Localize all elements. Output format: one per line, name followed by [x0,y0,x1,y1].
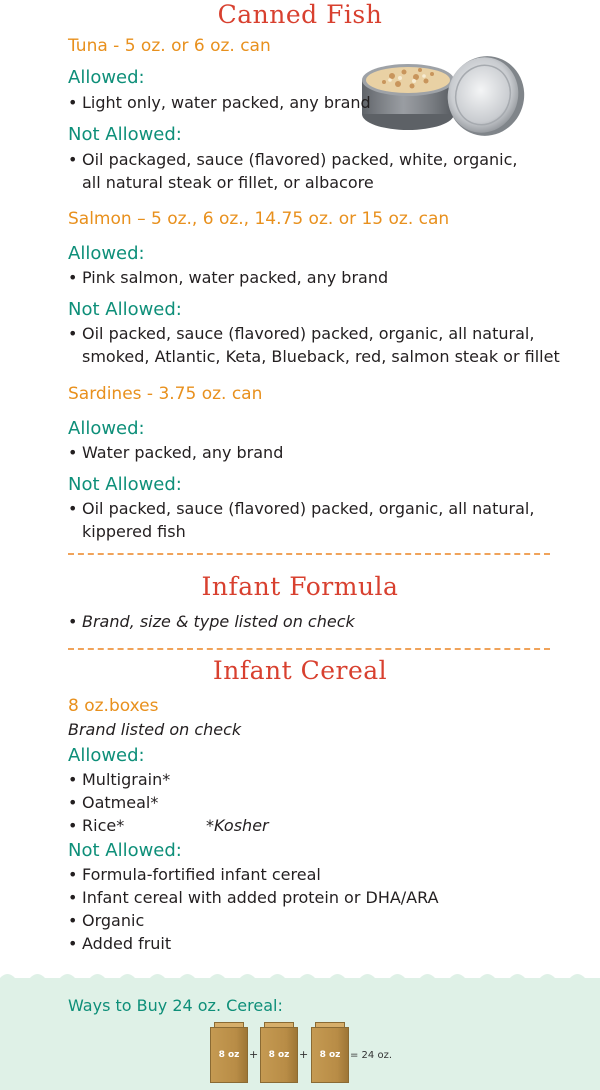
salmon-not-allowed-item [68,324,534,343]
bullet: • [68,324,78,343]
footer-wave-edge [0,970,600,986]
section-divider [68,553,550,555]
sardines-not-allowed-item [68,499,534,518]
salmon-allowed-label: Allowed: [68,243,145,264]
tuna-allowed-label: Allowed: [68,67,145,88]
sardines-not-allowed-text-1: Oil packed, sauce (flavored) packed, organic, all natural, [82,499,535,518]
cereal-allowed-item [68,816,124,835]
salmon-allowed-text: Pink salmon, water packed, any brand [82,268,389,287]
cereal-allowed-text: Oatmeal* [82,793,159,812]
canned-fish-title: Canned Fish [217,0,383,29]
cereal-not-allowed-item [68,865,321,884]
bullet: • [68,911,78,930]
cereal-not-allowed-label: Not Allowed: [68,840,182,861]
sardines-allowed-item [68,443,283,462]
sardines-not-allowed-text-2: kippered fish [82,522,186,541]
tuna-not-allowed-item [68,150,518,169]
salmon-not-allowed-text-2: smoked, Atlantic, Keta, Blueback, red, salmon steak or fillet [82,347,560,366]
bullet: • [68,816,78,835]
bullet: • [68,268,78,287]
cereal-size: 8 oz.boxes [68,696,159,716]
tuna-can-image [356,50,532,140]
cereal-not-allowed-item [68,911,144,930]
cereal-not-allowed-text: Added fruit [82,934,172,953]
equals-total: = 24 oz. [350,1050,393,1061]
infant-formula-text: Brand, size & type listed on check [82,612,355,631]
bullet: • [68,612,78,631]
sardines-allowed-text: Water packed, any brand [82,443,284,462]
cereal-allowed-text: Multigrain* [82,770,171,789]
plus-sign: + [299,1048,309,1061]
sardines-allowed-label: Allowed: [68,418,145,439]
bullet: • [68,865,78,884]
bullet: • [68,499,78,518]
tuna-not-allowed-text-1: Oil packaged, sauce (flavored) packed, white, organic, [82,150,518,169]
cereal-allowed-item [68,793,158,812]
cereal-not-allowed-text: Infant cereal with added protein or DHA/ARA [82,888,439,907]
cereal-brand-note: Brand listed on check [68,720,242,739]
plus-sign: + [249,1048,259,1061]
cereal-not-allowed-item [68,888,439,907]
salmon-heading: Salmon – 5 oz., 6 oz., 14.75 oz. or 15 oz. can [68,209,450,229]
bullet: • [68,793,78,812]
kosher-note: *Kosher [206,816,269,835]
cereal-box-label: 8 oz [319,1050,341,1060]
tuna-heading: Tuna - 5 oz. or 6 oz. can [68,36,271,56]
section-divider [68,648,550,650]
bullet: • [68,93,78,112]
infant-formula-title: Infant Formula [201,572,399,601]
tuna-not-allowed-text-2: all natural steak or fillet, or albacore [82,173,374,192]
bullet: • [68,934,78,953]
salmon-allowed-item [68,268,388,287]
bullet: • [68,888,78,907]
sardines-heading: Sardines - 3.75 oz. can [68,384,263,404]
bullet: • [68,150,78,169]
cereal-box-label: 8 oz [218,1050,240,1060]
cereal-allowed-label: Allowed: [68,745,145,766]
salmon-not-allowed-text-1: Oil packed, sauce (flavored) packed, organic, all natural, [82,324,535,343]
tuna-allowed-text: Light only, water packed, any brand [82,93,371,112]
salmon-not-allowed-label: Not Allowed: [68,299,182,320]
tuna-not-allowed-label: Not Allowed: [68,124,182,145]
footer-panel [0,978,600,1090]
cereal-allowed-text: Rice* [82,816,125,835]
sardines-not-allowed-label: Not Allowed: [68,474,182,495]
tuna-allowed-item [68,93,371,112]
bullet: • [68,770,78,789]
cereal-allowed-item [68,770,170,789]
bullet: • [68,443,78,462]
infant-formula-item [68,612,355,631]
cereal-not-allowed-text: Formula-fortified infant cereal [82,865,321,884]
footer-label: Ways to Buy 24 oz. Cereal: [68,996,283,1015]
cereal-box-label: 8 oz [268,1050,290,1060]
cereal-not-allowed-text: Organic [82,911,145,930]
infant-cereal-title: Infant Cereal [212,656,388,685]
cereal-not-allowed-item [68,934,171,953]
